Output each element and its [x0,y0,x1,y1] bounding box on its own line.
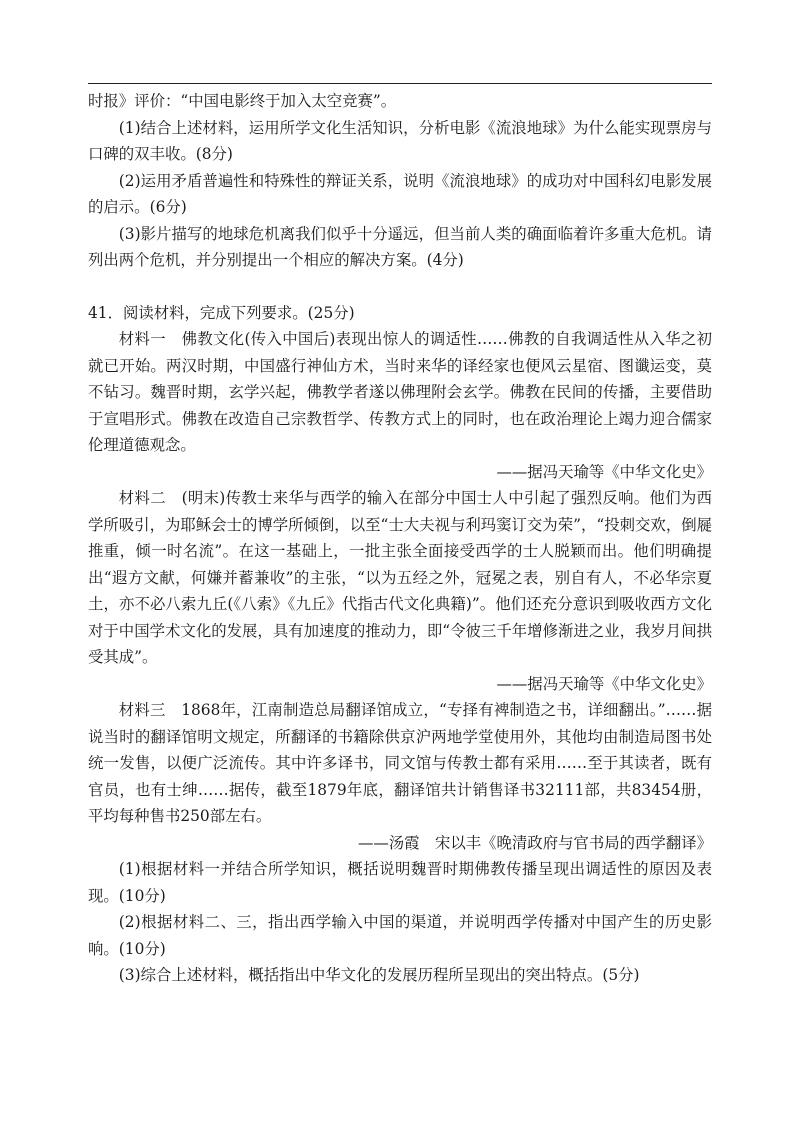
previous-question-tail: 时报》评价：“中国电影终于加入太空竞赛”。 [88,92,397,110]
material-3-text: 材料三 1868年，江南制造总局翻译馆成立，“专择有裨制造之书，详细翻出。”……据说当时的翻译馆明文规定，所翻译的书籍除供京沪两地学堂使用外，其他均由制造局图书处统一发售，以便广泛流传。其中许多译书，同文馆与传教士都有采用……至于其读者，既有官员，也有士绅……据传，截至1879年底，翻译馆共计销售译书32111部，共83454册，平均每种售书250部左右。 [88,701,712,825]
material-1-source: ——据冯天瑜等《中华文化史》 [496,462,712,481]
page-content [88,88,712,989]
question-41-heading: 41．阅读材料，完成下列要求。(25分) [88,303,355,322]
q41-subquestion-1: (1)根据材料一并结合所学知识，概括说明魏晋时期佛教传播呈现出调适性的原因及表现。(10分) [88,860,712,905]
prev-question-1: (1)结合上述材料，运用所学文化生活知识，分析电影《流浪地球》为什么能实现票房与口碑的双丰收。(8分) [88,118,712,163]
section-gap [88,274,712,300]
material-1-text: 材料一 佛教文化(传入中国后)表现出惊人的调适性……佛教的自我调适性从入华之初就已开始。两汉时期，中国盛行神仙方术，当时来华的译经家也便风云星宿、图谶运变，莫不钻习。魏晋时期，玄学兴起，佛教学者遂以佛理附会玄学。佛教在民间的传播，主要借助于宣唱形式。佛教在改造自己宗教哲学、传教方式上的同时，也在政治理论上竭力迎合儒家伦理道德观念。 [88,330,712,454]
prev-question-3: (3)影片描写的地球危机离我们似乎十分遥远，但当前人类的确面临着许多重大危机。请列出两个危机，并分别提出一个相应的解决方案。(4分) [88,224,712,269]
material-2-source: ——据冯天瑜等《中华文化史》 [496,674,712,693]
prev-question-2: (2)运用矛盾普遍性和特殊性的辩证关系，说明《流浪地球》的成功对中国科幻电影发展的启示。(6分) [88,171,712,216]
material-2-text: 材料二 (明末)传教士来华与西学的输入在部分中国士人中引起了强烈反响。他们为西学所吸引，为耶稣会士的博学所倾倒，以至“士大夫视与利玛窦订交为荣”，“投刺交欢，倒屣推重，倾一时名流”。在这一基础上，一批主张全面接受西学的士人脱颖而出。他们明确提出“遐方文献，何嫌并蓄兼收”的主张，“以为五经之外，冠冕之表，别自有人，不必华宗夏土，亦不必八索九丘(《八索》《九丘》代指古代文化典籍)”。他们还充分意识到吸收西方文化对于中国学术文化的发展，具有加速度的推动力，即“令彼三千年增修渐进之业，我岁月间拱受其成”。 [88,489,712,666]
q41-subquestion-2: (2)根据材料二、三，指出西学输入中国的渠道，并说明西学传播对中国产生的历史影响。(10分) [88,913,712,958]
q41-subquestion-3: (3)综合上述材料，概括指出中华文化的发展历程所呈现出的突出特点。(5分) [118,966,640,984]
material-3-source: ——汤霞 宋以丰《晚清政府与官书局的西学翻译》 [358,833,712,852]
header-rule [88,83,712,84]
